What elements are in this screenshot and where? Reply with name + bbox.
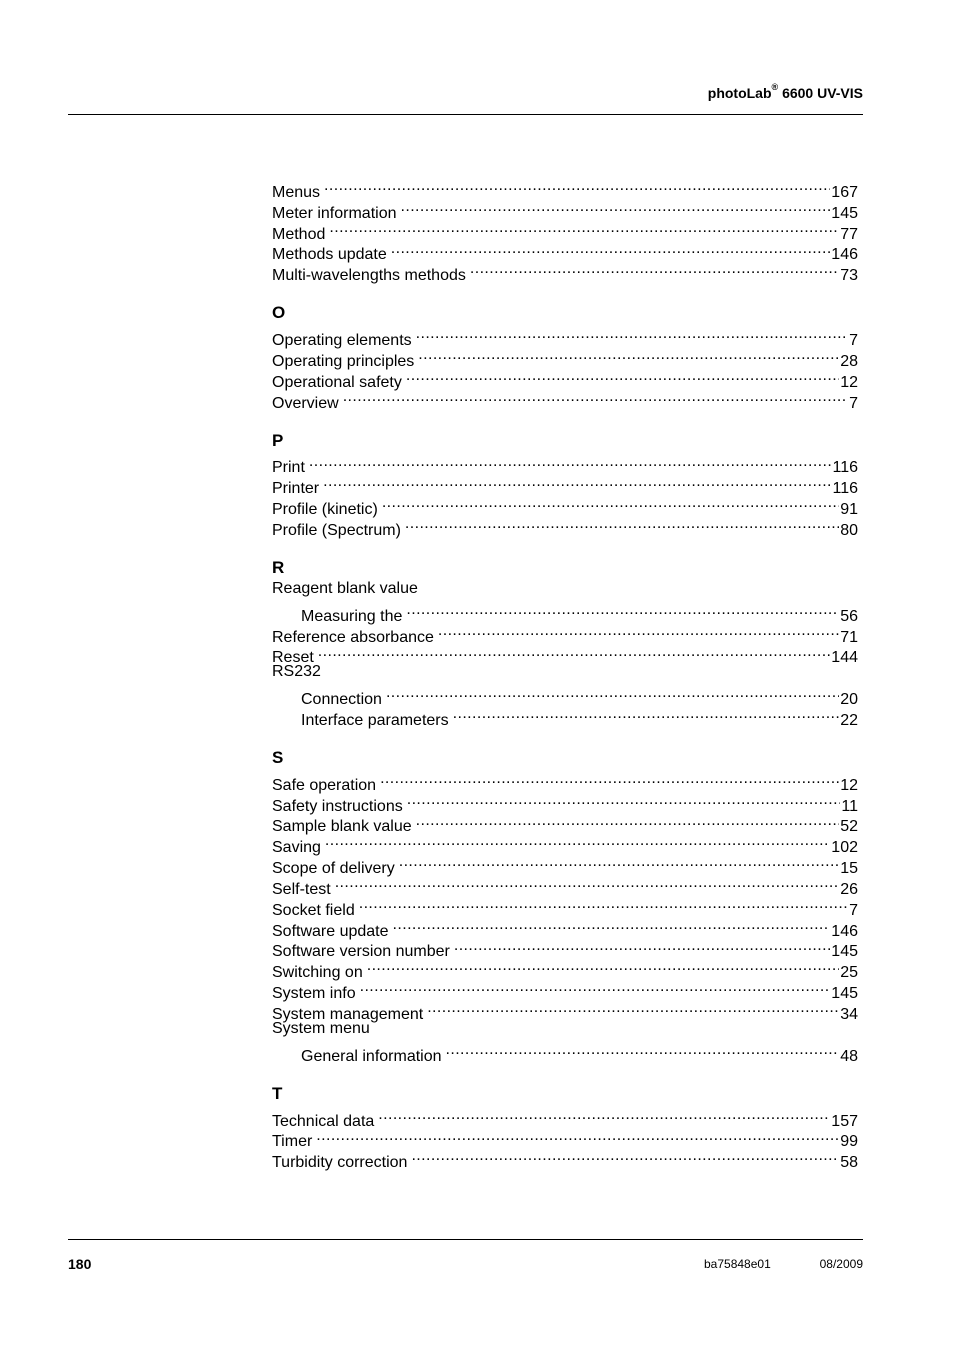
index-page-number: 7: [849, 332, 858, 350]
dot-leader: [359, 894, 848, 915]
index-entry: [272, 600, 858, 625]
index-entry: [272, 873, 858, 898]
dot-leader: [309, 452, 832, 473]
dot-leader: [386, 683, 839, 704]
index-entry: [272, 452, 858, 477]
index-page-number: 11: [841, 797, 858, 815]
index-page-number: 12: [840, 776, 858, 794]
dot-leader: [438, 621, 839, 642]
dot-leader: [399, 852, 839, 873]
index-entry: [272, 977, 858, 1003]
index-entry: [272, 324, 858, 350]
index-page-number: 99: [840, 1133, 858, 1151]
index-term: Print: [272, 459, 305, 477]
index-page-number: 34: [840, 1006, 858, 1023]
dot-leader: [325, 831, 830, 852]
index-term: Menus: [272, 183, 321, 201]
index-page-number: 167: [831, 183, 858, 201]
index-page-number: 102: [831, 839, 858, 857]
index-entry: [272, 642, 858, 667]
index-page-number: 28: [840, 352, 858, 370]
index-page-number: 22: [840, 711, 858, 729]
dot-leader: [406, 366, 839, 387]
index-term: Profile (kinetic): [272, 501, 378, 519]
index-term: Methods update: [272, 246, 387, 264]
index-term: Socket field: [272, 901, 355, 919]
index-group: [272, 430, 858, 539]
index-letter-heading: R: [272, 557, 285, 577]
index-entry: [272, 831, 858, 857]
index-page-number: 56: [840, 607, 858, 625]
index-entry: [272, 176, 858, 201]
index-page-number: 7: [849, 394, 858, 412]
index-entry: [272, 1126, 858, 1151]
dot-leader: [343, 387, 848, 408]
index-term: Meter information: [272, 204, 397, 222]
dot-leader: [454, 936, 830, 957]
dot-leader: [318, 642, 831, 663]
index-term: Software version number: [272, 943, 450, 961]
index-page-number: 146: [831, 922, 858, 940]
product-name: photoLab: [707, 85, 772, 101]
index-entry: [272, 1019, 858, 1040]
dot-leader: [418, 345, 839, 366]
index-page-number: 80: [840, 521, 858, 539]
index-page-number: 73: [840, 267, 858, 285]
dot-leader: [453, 704, 840, 725]
index-term: Reagent blank value: [272, 579, 418, 597]
registered-mark: ®: [771, 82, 779, 93]
index-entry: [272, 894, 858, 919]
document-date: 08/2009: [819, 1257, 863, 1271]
dot-leader: [411, 1146, 839, 1167]
index-entry: [272, 218, 858, 243]
index-term: RS232: [272, 663, 321, 681]
index-page-number: 116: [832, 480, 858, 498]
index-term: Turbidity correction: [272, 1154, 408, 1172]
index-term: Operational safety: [272, 373, 402, 391]
document-header: [707, 82, 863, 101]
index-term: Interface parameters: [301, 711, 449, 729]
index-term: Reference absorbance: [272, 628, 434, 646]
dot-leader: [405, 514, 839, 535]
index-term: Multi-wavelengths methods: [272, 267, 466, 285]
index-entry: [272, 769, 858, 794]
dot-leader: [470, 259, 839, 280]
index-entry: [272, 915, 858, 940]
index-term: System menu: [272, 1020, 370, 1037]
dot-leader: [407, 790, 841, 811]
index-group: [272, 302, 858, 412]
dot-leader: [391, 239, 831, 260]
footer-divider: [68, 1239, 863, 1240]
dot-leader: [401, 197, 831, 218]
dot-leader: [406, 600, 839, 621]
index-term: Reset: [272, 649, 314, 667]
index-term: Technical data: [272, 1112, 375, 1130]
dot-leader: [380, 769, 839, 790]
index-entry: [272, 998, 858, 1023]
index-page-number: 26: [840, 880, 858, 898]
index-list: [272, 176, 858, 1172]
index-page-number: 12: [840, 373, 858, 391]
index-entry: [272, 197, 858, 222]
index-page-number: 116: [832, 459, 858, 477]
index-page-number: 25: [840, 964, 858, 982]
index-page-number: 146: [831, 246, 858, 264]
index-entry: [272, 1146, 858, 1172]
index-page-number: 7: [849, 901, 858, 919]
dot-leader: [360, 977, 831, 998]
index-term: Operating principles: [272, 352, 415, 370]
index-page-number: 58: [840, 1154, 858, 1172]
index-letter-heading: P: [272, 430, 284, 450]
index-entry: [272, 1040, 858, 1065]
index-term: System info: [272, 985, 356, 1003]
index-term: Scope of delivery: [272, 860, 395, 878]
index-term: Saving: [272, 839, 321, 857]
dot-leader: [446, 1040, 840, 1061]
index-term: Switching on: [272, 964, 363, 982]
index-page-number: 145: [831, 985, 858, 1003]
index-term: Sample blank value: [272, 818, 412, 836]
index-page-number: 145: [831, 204, 858, 222]
index-group: [272, 1083, 858, 1172]
dot-leader: [316, 1126, 839, 1147]
dot-leader: [329, 218, 839, 239]
index-entry: [272, 1105, 858, 1130]
index-entry: [272, 387, 858, 412]
index-page-number: 15: [840, 860, 858, 878]
index-page-number: 77: [840, 225, 858, 243]
index-letter-heading: T: [272, 1083, 283, 1103]
index-entry: [272, 662, 858, 683]
dot-leader: [324, 176, 830, 197]
dot-leader: [335, 873, 840, 894]
header-divider: [68, 114, 863, 115]
product-model: 6600 UV-VIS: [782, 85, 863, 101]
index-entry: [272, 239, 858, 264]
index-page-number: 52: [840, 818, 858, 836]
index-page-number: 71: [840, 628, 858, 646]
index-group: [272, 747, 858, 1065]
index-page-number: 20: [840, 691, 858, 709]
index-entry: [272, 493, 858, 519]
index-term: Safe operation: [272, 776, 377, 794]
index-page-number: 91: [840, 501, 858, 519]
index-page-number: 144: [831, 649, 858, 667]
dot-leader: [378, 1105, 830, 1126]
dot-leader: [393, 915, 831, 936]
index-page-number: 48: [840, 1047, 858, 1065]
index-term: Software update: [272, 922, 389, 940]
dot-leader: [427, 998, 839, 1019]
index-term: Timer: [272, 1133, 313, 1151]
dot-leader: [416, 324, 848, 345]
index-term: Safety instructions: [272, 797, 403, 815]
index-entry: [272, 683, 858, 709]
document-id: ba75848e01: [704, 1257, 771, 1271]
page-number: 180: [68, 1256, 92, 1272]
index-term: Method: [272, 225, 326, 243]
index-term: General information: [301, 1047, 442, 1065]
dot-leader: [382, 493, 839, 514]
index-entry: [272, 472, 858, 498]
index-term: Self-test: [272, 880, 331, 898]
index-group: [272, 557, 858, 729]
dot-leader: [416, 811, 840, 832]
index-term: System management: [272, 1006, 424, 1023]
index-term: Operating elements: [272, 332, 412, 350]
index-group: [272, 176, 858, 285]
index-page-number: 145: [831, 943, 858, 961]
index-letter-heading: O: [272, 303, 286, 323]
index-term: Measuring the: [301, 607, 403, 625]
index-letter-heading: S: [272, 747, 284, 767]
index-term: Printer: [272, 480, 320, 498]
dot-leader: [367, 956, 839, 977]
index-page-number: 157: [831, 1112, 858, 1130]
index-entry: [272, 579, 858, 600]
index-term: Connection: [301, 691, 382, 709]
index-term: Overview: [272, 394, 339, 412]
index-entry: [272, 852, 858, 878]
dot-leader: [323, 472, 831, 493]
index-term: Profile (Spectrum): [272, 521, 401, 539]
